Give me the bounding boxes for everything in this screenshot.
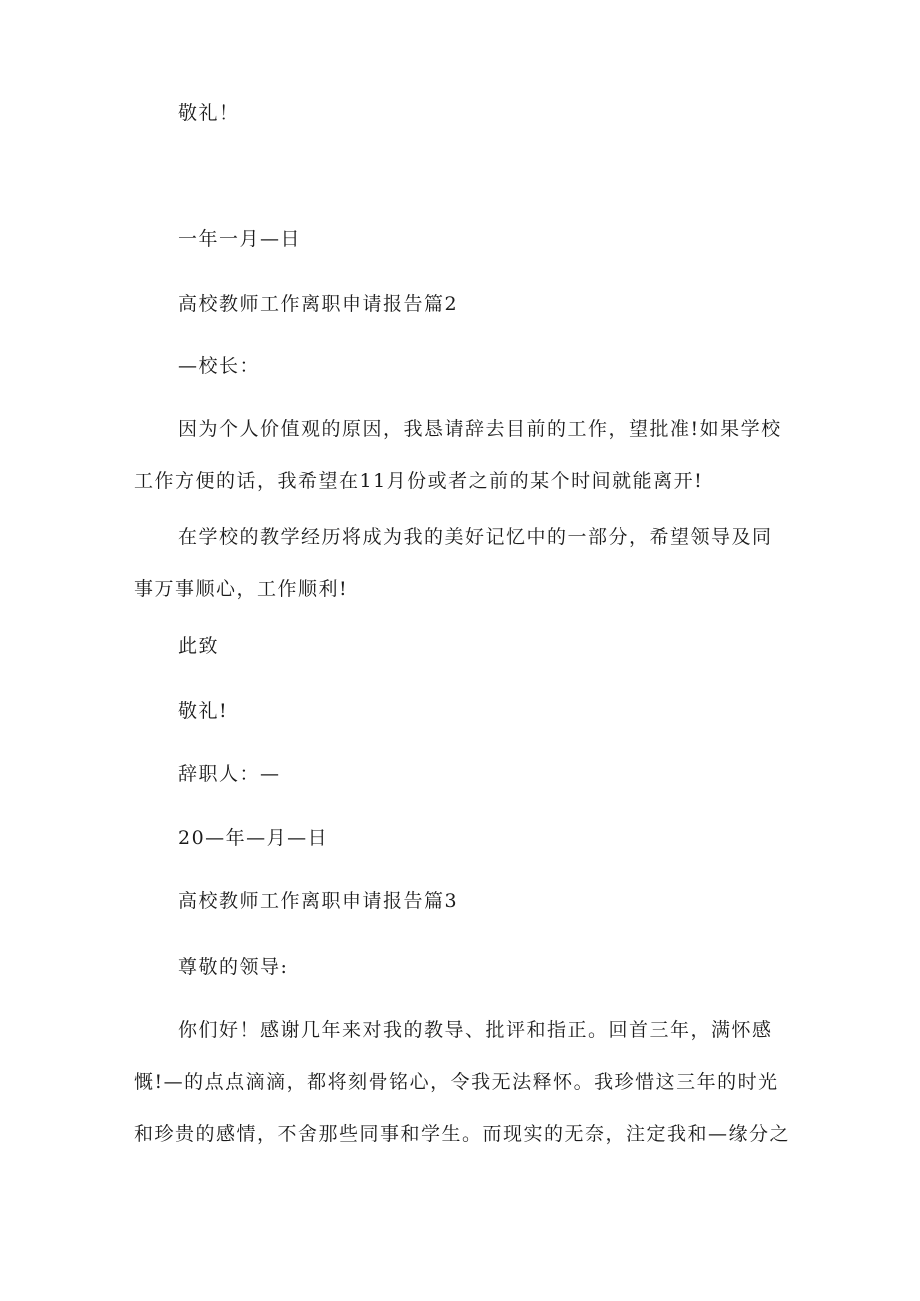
closing-phrase: 此致 — [178, 635, 220, 657]
section-heading: 高校教师工作离职申请报告篇3 — [178, 890, 459, 912]
signer-line: 辞职人：— — [178, 763, 281, 785]
body-paragraph: 你们好！感谢几年来对我的教导、批评和指正。回首三年，满怀感慨!—的点点滴滴，都将刻骨铭心，令我无法释怀。我珍惜这三年的时光和珍贵的感情，不舍那些同事和学生。而现实的无奈，注定我和—缘分之 — [134, 1019, 791, 1145]
addressee: 尊敬的领导: — [178, 956, 289, 978]
date-line: 一年一月—日 — [178, 228, 302, 250]
body-paragraph: 在学校的教学经历将成为我的美好记忆中的一部分，希望领导及同事万事顺心，工作顺利! — [134, 526, 773, 600]
date-line: 20—年—月—日 — [178, 827, 329, 849]
body-paragraph: 因为个人价值观的原因，我恳请辞去目前的工作，望批准!如果学校工作方便的话，我希望在11月份或者之前的某个时间就能离开! — [134, 418, 782, 492]
addressee: —校长： — [178, 355, 261, 377]
salutation-end: 敬礼! — [178, 700, 229, 722]
section-heading: 高校教师工作离职申请报告篇2 — [178, 293, 459, 315]
salutation-end: 敬礼！ — [178, 102, 240, 124]
